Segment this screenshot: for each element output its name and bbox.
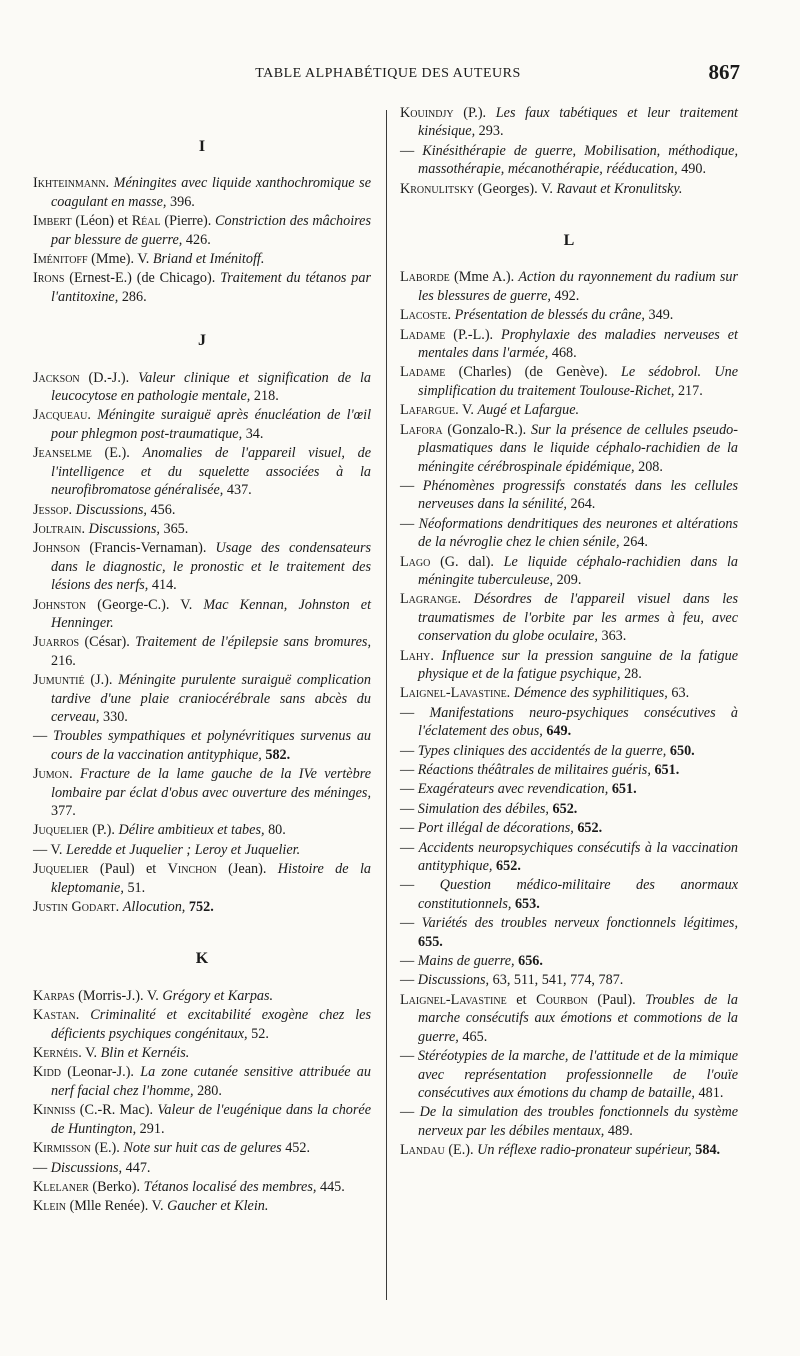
page-reference: 652. bbox=[492, 858, 521, 875]
author-name: Justin Godart. bbox=[33, 899, 120, 916]
entry-text: — bbox=[400, 877, 440, 894]
page-reference: 330. bbox=[99, 708, 128, 725]
index-entry bbox=[33, 520, 371, 538]
page-reference: 396. bbox=[166, 193, 195, 210]
page-reference: 452. bbox=[281, 1140, 311, 1157]
entry-text: — bbox=[400, 800, 418, 817]
work-title: Exagérateurs avec revendication, bbox=[417, 781, 609, 798]
page-reference: 426. bbox=[182, 231, 211, 248]
entry-text: (Gonzalo-R.). bbox=[442, 421, 532, 438]
work-title: Allocution, bbox=[122, 899, 186, 916]
work-title: Anomalies de l'appareil visuel, de l'intelligence et du squelette associées à la neurofibromatose généralisée, bbox=[51, 445, 371, 499]
author-name: Jackson bbox=[33, 369, 80, 386]
work-title: Un réflexe radio-pronateur supérieur, bbox=[477, 1142, 692, 1159]
entry-text: — bbox=[400, 477, 423, 494]
entry-text: — bbox=[400, 142, 423, 159]
page-reference: 209. bbox=[553, 571, 582, 588]
author-name: Irons bbox=[33, 270, 65, 287]
author-name: Laignel-Lavastine. bbox=[400, 685, 511, 702]
section-l-entries bbox=[400, 268, 738, 1159]
page-reference: 582. bbox=[261, 746, 291, 763]
work-title: Influence sur la pression sanguine de la fatigue physique et de la fatigue psychique, bbox=[418, 647, 739, 682]
index-entry bbox=[33, 1159, 371, 1177]
entry-text: (J.). bbox=[84, 672, 119, 689]
author-name: Juarros bbox=[33, 634, 80, 651]
author-name: Jumuntié bbox=[33, 672, 85, 689]
index-entry bbox=[400, 684, 738, 702]
page-reference: 445. bbox=[316, 1178, 345, 1195]
work-title: Augé et Lafargue. bbox=[477, 402, 580, 419]
work-title: Les faux tabétiques et leur traitement kinésique, bbox=[418, 105, 738, 140]
index-entry bbox=[33, 369, 371, 406]
column-divider bbox=[386, 110, 387, 1300]
entry-text: (E.). bbox=[91, 445, 143, 462]
entry-text bbox=[79, 1007, 90, 1023]
entry-text: — bbox=[400, 972, 418, 989]
work-title: Accidents neuropsychiques consécutifs à la vaccination antityphique, bbox=[418, 839, 739, 875]
author-name: Courbon bbox=[536, 991, 588, 1008]
entry-text: (Mlle Renée). V. bbox=[66, 1198, 168, 1215]
page-reference: 34. bbox=[242, 425, 264, 442]
entry-text: (Leonar-J.). bbox=[61, 1064, 141, 1081]
index-entry bbox=[33, 174, 371, 211]
section-letter-j: J bbox=[198, 332, 206, 350]
work-title: Valeur de l'eugénique dans la chorée de Huntington, bbox=[51, 1102, 371, 1137]
page-reference: 293. bbox=[475, 123, 504, 140]
page-reference: 80. bbox=[264, 822, 286, 839]
entry-text: — bbox=[400, 781, 418, 798]
index-entry bbox=[33, 250, 371, 268]
work-title: Tétanos localisé des membres, bbox=[143, 1178, 317, 1195]
work-title: Ravaut et Kronulitsky. bbox=[556, 180, 683, 197]
work-title: Le liquide céphalo-rachidien dans la méningite tuberculeuse, bbox=[418, 553, 738, 588]
page-reference: 349. bbox=[644, 307, 674, 324]
entry-text: — bbox=[400, 820, 418, 837]
author-name: Jeanselme bbox=[33, 445, 92, 462]
entry-text: (E.). bbox=[444, 1142, 478, 1159]
work-title: Manifestations neuro-psychiques consécutives à l'éclatement des obus, bbox=[418, 704, 739, 740]
index-entry bbox=[33, 765, 371, 820]
page-reference: 652. bbox=[548, 800, 578, 817]
entry-text: — bbox=[400, 839, 419, 856]
work-title: Délire ambitieux et tabes, bbox=[118, 822, 265, 839]
section-letter-k: K bbox=[195, 950, 209, 968]
index-entry bbox=[33, 269, 371, 306]
entry-text: (Mme). V. bbox=[87, 251, 153, 268]
index-entry bbox=[33, 1044, 371, 1062]
author-name: Ikhteinmann. bbox=[33, 175, 110, 192]
author-name: Lago bbox=[400, 553, 431, 570]
work-title: Question médico-militaire des anormaux constitutionnels, bbox=[418, 877, 738, 912]
page-reference: 465. bbox=[458, 1028, 488, 1045]
page-reference: 656. bbox=[514, 953, 543, 970]
index-entry bbox=[33, 860, 371, 897]
section-k-entries bbox=[33, 987, 371, 1216]
index-entry bbox=[400, 991, 738, 1046]
author-name: Kernéis. bbox=[33, 1045, 82, 1062]
entry-text: — bbox=[400, 515, 419, 532]
index-entry bbox=[33, 727, 371, 764]
entry-text: (E.). bbox=[91, 1140, 124, 1157]
entry-text: — bbox=[400, 704, 430, 721]
index-entry bbox=[400, 306, 738, 324]
page-reference: 63, 511, 541, 774, 787. bbox=[489, 972, 624, 989]
page-reference: 217. bbox=[674, 382, 703, 399]
work-title: Méningite suraiguë après énucléation de l'œil pour phlegmon post-traumatique, bbox=[51, 407, 372, 442]
work-title: Discussions, bbox=[75, 501, 147, 518]
page-reference: 492. bbox=[550, 287, 580, 304]
entry-text: — bbox=[400, 1104, 420, 1121]
entry-text: (Jean). bbox=[216, 861, 278, 878]
work-title: Note sur huit cas de gelures bbox=[123, 1140, 282, 1157]
work-title: Mains de guerre, bbox=[417, 953, 515, 970]
author-name: Lahy. bbox=[400, 647, 434, 664]
author-name: Lafora bbox=[400, 421, 443, 438]
section-i-entries bbox=[33, 174, 371, 306]
entry-text: (George-C.). V. bbox=[86, 596, 204, 613]
author-name: Réal bbox=[131, 213, 161, 230]
index-entry bbox=[33, 898, 371, 916]
work-title: Grégory et Karpas. bbox=[162, 987, 274, 1004]
page-reference: 481. bbox=[694, 1084, 724, 1101]
entry-text: (Ernest-E.) (de Chicago). bbox=[64, 270, 221, 287]
entry-text: (Berko). bbox=[88, 1178, 144, 1195]
index-entry bbox=[400, 363, 738, 400]
entry-text: — V. bbox=[33, 841, 66, 858]
work-title: Le sédobrol. Une simplification du traitement Toulouse-Richet, bbox=[418, 364, 738, 399]
author-name: Juquelier bbox=[33, 822, 89, 839]
index-entry bbox=[400, 761, 738, 779]
work-title: Usage des condensateurs dans le diagnostic, le pronostic et le traitement des lésions des nerfs, bbox=[51, 540, 372, 594]
entry-text: — bbox=[400, 742, 418, 759]
page-reference: 437. bbox=[223, 482, 252, 499]
entry-text: (Morris-J.). V. bbox=[74, 987, 163, 1004]
page-reference: 218. bbox=[250, 388, 279, 405]
page-reference: 456. bbox=[146, 501, 176, 518]
index-entry bbox=[400, 914, 738, 951]
entry-text: (Pierre). bbox=[160, 213, 216, 230]
work-title: Réactions théâtrales de militaires guéris, bbox=[417, 762, 651, 778]
work-title: Troubles de la marche consécutifs aux émotions et commotions de la guerre, bbox=[418, 991, 738, 1045]
entry-text: — bbox=[400, 953, 418, 970]
author-name: Ladame bbox=[400, 364, 446, 381]
entry-text: (Francis-Vernaman). bbox=[80, 540, 216, 557]
author-name: Lafargue. bbox=[400, 402, 459, 419]
page-reference: 650. bbox=[666, 742, 695, 759]
work-title: Briand et Iménitoff. bbox=[152, 251, 265, 268]
work-title: Traitement de l'épilepsie sans bromures, bbox=[135, 634, 371, 651]
work-title: Blin et Kernéis. bbox=[100, 1045, 190, 1062]
work-title: Gaucher et Klein. bbox=[167, 1198, 269, 1215]
page-reference: 63. bbox=[667, 685, 690, 702]
author-name: Laignel-Lavastine bbox=[400, 991, 507, 1008]
entry-text: (P.). bbox=[88, 822, 119, 839]
index-entry bbox=[400, 326, 738, 363]
page-reference: 489. bbox=[604, 1122, 633, 1139]
index-entry bbox=[33, 1063, 371, 1100]
work-title: Méningite purulente suraiguë complication tardive d'une plaie craniocérébrale sans abcès du cerveau, bbox=[51, 672, 371, 725]
page-reference: 649. bbox=[542, 723, 572, 740]
work-title: Discussions, bbox=[417, 972, 490, 989]
author-name: Kronulitsky bbox=[400, 180, 475, 197]
page-reference: 51. bbox=[123, 879, 146, 896]
index-entry bbox=[400, 268, 738, 305]
page-reference: 584. bbox=[691, 1142, 721, 1159]
index-entry bbox=[400, 590, 738, 645]
work-title: La zone cutanée sensitive attribuée au nerf facial chez l'homme, bbox=[51, 1064, 371, 1099]
section-letter-i: I bbox=[198, 138, 206, 155]
index-entry bbox=[400, 780, 738, 798]
work-title: Stéréotypies de la marche, de l'attitude et de la mimique avec représentation professionnelle de l'ouïe consécutives aux émotions du champ de bataille, bbox=[417, 1048, 739, 1101]
page-number: 867 bbox=[708, 60, 740, 84]
page-reference: 216. bbox=[51, 652, 76, 669]
page-reference: 280. bbox=[193, 1082, 222, 1099]
index-entry bbox=[400, 1103, 738, 1140]
page-reference: 377. bbox=[51, 803, 76, 819]
author-name: Ladame bbox=[400, 326, 446, 343]
index-entry bbox=[400, 477, 738, 514]
index-entry bbox=[400, 647, 738, 684]
entry-text: — bbox=[400, 1048, 418, 1065]
work-title: Néoformations dendritiques des neurones et altérations de la névroglie chez le chien sénile, bbox=[418, 515, 739, 551]
author-name: Laborde bbox=[400, 269, 450, 286]
author-name: Karpas bbox=[33, 987, 75, 1004]
page-reference: 651. bbox=[650, 762, 680, 778]
entry-text: et bbox=[506, 991, 537, 1008]
index-entry bbox=[33, 1197, 371, 1215]
index-entry bbox=[33, 444, 371, 499]
work-title: De la simulation des troubles fonctionnels du système nerveux par les débiles mentaux, bbox=[418, 1104, 739, 1139]
page-reference: 752. bbox=[185, 899, 214, 916]
page-reference: 653. bbox=[511, 895, 540, 912]
author-name: Iménitoff bbox=[33, 251, 88, 268]
index-entry bbox=[33, 501, 371, 519]
page-reference: 363. bbox=[597, 628, 627, 645]
author-name: Klelaner bbox=[33, 1178, 89, 1195]
author-name: Imbert bbox=[33, 213, 72, 230]
page-reference: 264. bbox=[566, 496, 596, 513]
author-name: Lacoste. bbox=[400, 307, 452, 324]
work-title: Sur la présence de cellules pseudo-plasmatiques dans le liquide céphalo-rachidien de la méningite cérébrospinale épidémique, bbox=[418, 421, 739, 475]
author-name: Kinniss bbox=[33, 1102, 76, 1119]
author-name: Jessop. bbox=[33, 501, 73, 518]
author-name: Kastan. bbox=[33, 1007, 80, 1024]
work-title: Kinésithérapie de guerre, Mobilisation, méthodique, massothérapie, mécanothérapie, rééducation, bbox=[418, 142, 738, 178]
work-title: Traitement du tétanos par l'antitoxine, bbox=[51, 270, 371, 305]
author-name: Johnson bbox=[33, 540, 81, 557]
left-column bbox=[33, 104, 371, 1217]
index-entry bbox=[33, 1006, 371, 1043]
work-title: Mac Kennan, Johnston et Henninger. bbox=[51, 596, 372, 631]
page-reference: 286. bbox=[118, 288, 147, 305]
work-title: Criminalité et excitabilité exogène chez les déficients psychiques congénitaux, bbox=[51, 1007, 371, 1042]
index-entry bbox=[33, 596, 371, 633]
author-name: Joltrain. bbox=[33, 520, 86, 537]
author-name: Klein bbox=[33, 1198, 67, 1215]
entry-text: — bbox=[33, 1159, 51, 1176]
entry-text: (Georges). V. bbox=[474, 180, 557, 197]
page-reference: 208. bbox=[634, 458, 663, 475]
index-entry bbox=[400, 1047, 738, 1102]
author-name: Lagrange. bbox=[400, 591, 462, 608]
work-title: Types cliniques des accidentés de la guerre, bbox=[417, 742, 667, 759]
entry-text: (G. dal). bbox=[430, 553, 504, 570]
entry-text: (Paul) et bbox=[88, 861, 168, 878]
entry-text bbox=[73, 766, 80, 782]
index-entry bbox=[33, 671, 371, 726]
page-reference: 28. bbox=[620, 665, 642, 682]
index-entry bbox=[400, 515, 738, 552]
author-name: Jacqueau. bbox=[33, 407, 91, 424]
entry-text: (Léon) et bbox=[71, 213, 132, 230]
work-title: Discussions, bbox=[50, 1159, 123, 1176]
author-name: Vinchon bbox=[167, 861, 217, 878]
index-entry bbox=[400, 952, 738, 970]
entry-text: (P.-L.). bbox=[445, 326, 502, 343]
entry-text: — bbox=[400, 915, 422, 932]
index-entry bbox=[400, 421, 738, 476]
index-entry bbox=[400, 819, 738, 837]
page-reference: 365. bbox=[159, 520, 189, 537]
work-title: Démence des syphilitiques, bbox=[513, 685, 668, 702]
index-entry bbox=[400, 401, 738, 419]
index-entry bbox=[400, 142, 738, 179]
index-entry bbox=[33, 406, 371, 443]
index-entry bbox=[33, 633, 371, 670]
running-title: TABLE ALPHABÉTIQUE DES AUTEURS bbox=[255, 66, 521, 81]
work-title: Désordres de l'appareil visuel dans les traumatismes de l'orbite par les armes à feu, avec conservation du globe oculaire, bbox=[418, 591, 738, 645]
entry-text: — bbox=[33, 728, 54, 745]
page-reference: 414. bbox=[148, 577, 177, 594]
index-entry bbox=[400, 180, 738, 198]
work-title: Fracture de la lame gauche de la IVe vertèbre lombaire par éclat d'obus avec ouverture des méninges, bbox=[51, 766, 371, 801]
author-name: Kouindjy bbox=[400, 105, 454, 121]
index-entry bbox=[400, 971, 738, 989]
index-entry bbox=[400, 104, 738, 141]
page-reference: 652. bbox=[573, 820, 603, 837]
index-entry bbox=[33, 539, 371, 594]
entry-text: (P.). bbox=[453, 105, 496, 121]
page-header bbox=[36, 60, 740, 90]
author-name: Jumon. bbox=[33, 766, 73, 783]
index-entry bbox=[33, 1178, 371, 1196]
index-entry bbox=[33, 821, 371, 839]
page-reference: 447. bbox=[122, 1159, 151, 1176]
index-entry bbox=[400, 553, 738, 590]
author-name: Juquelier bbox=[33, 861, 89, 878]
entry-text: (Paul). bbox=[587, 991, 646, 1008]
index-entry bbox=[33, 841, 371, 859]
page-reference: 264. bbox=[619, 534, 648, 551]
index-entry bbox=[33, 212, 371, 249]
entry-text: V. bbox=[458, 402, 478, 419]
index-entry bbox=[400, 1141, 738, 1159]
index-entry bbox=[400, 839, 738, 876]
work-title: Troubles sympathiques et polynévritiques survenus au cours de la vaccination antityphique, bbox=[51, 728, 372, 763]
entry-text: (Charles) (de Genève). bbox=[445, 364, 621, 381]
page-reference: 291. bbox=[136, 1120, 165, 1137]
section-j-entries bbox=[33, 369, 371, 917]
author-name: Johnston bbox=[33, 596, 87, 613]
page-reference: 52. bbox=[247, 1025, 269, 1042]
right-column bbox=[400, 104, 738, 1161]
author-name: Landau bbox=[400, 1142, 445, 1159]
work-title: Discussions, bbox=[88, 520, 160, 537]
entry-text: (C.-R. Mac). bbox=[75, 1102, 158, 1119]
work-title: Action du rayonnement du radium sur les blessures de guerre, bbox=[418, 269, 738, 304]
section-k-continued-entries bbox=[400, 104, 738, 198]
entry-text bbox=[461, 591, 474, 607]
work-title: Phénomènes progressifs constatés dans les cellules nerveuses dans la sénilité, bbox=[418, 477, 738, 513]
work-title: Leredde et Juquelier ; Leroy et Juquelier. bbox=[66, 841, 301, 858]
index-entry bbox=[33, 987, 371, 1005]
page-reference: 655. bbox=[418, 933, 443, 950]
work-title: Variétés des troubles nerveux fonctionnels légitimes, bbox=[421, 915, 738, 932]
work-title: Valeur clinique et signification de la leucocytose en pathologie mentale, bbox=[51, 369, 371, 405]
work-title: Simulation des débiles, bbox=[417, 800, 549, 817]
page-reference: 651. bbox=[608, 781, 637, 798]
entry-text: (D.-J.). bbox=[79, 369, 139, 386]
index-entry bbox=[400, 704, 738, 741]
work-title: Histoire de la kleptomanie, bbox=[51, 861, 371, 896]
index-entry bbox=[33, 1139, 371, 1157]
entry-text: (Mme A.). bbox=[449, 269, 519, 286]
page-reference: 468. bbox=[548, 345, 577, 362]
work-title: Prophylaxie des maladies nerveuses et mentales dans l'armée, bbox=[418, 326, 738, 362]
page-reference: 490. bbox=[677, 161, 707, 178]
entry-text: — bbox=[400, 762, 418, 778]
entry-text: V. bbox=[81, 1045, 101, 1062]
section-letter-l: L bbox=[563, 232, 575, 250]
index-entry bbox=[400, 876, 738, 913]
work-title: Méningites avec liquide xanthochromique se coagulant en masse, bbox=[51, 175, 372, 210]
index-entry bbox=[400, 800, 738, 818]
work-title: Port illégal de décorations, bbox=[417, 820, 574, 837]
index-entry bbox=[33, 1101, 371, 1138]
work-title: Présentation de blessés du crâne, bbox=[454, 307, 645, 324]
author-name: Kidd bbox=[33, 1064, 62, 1081]
work-title: Constriction des mâchoires par blessure de guerre, bbox=[51, 213, 371, 248]
entry-text: (César). bbox=[79, 634, 136, 651]
author-name: Kirmisson bbox=[33, 1140, 92, 1157]
index-entry bbox=[400, 742, 738, 760]
